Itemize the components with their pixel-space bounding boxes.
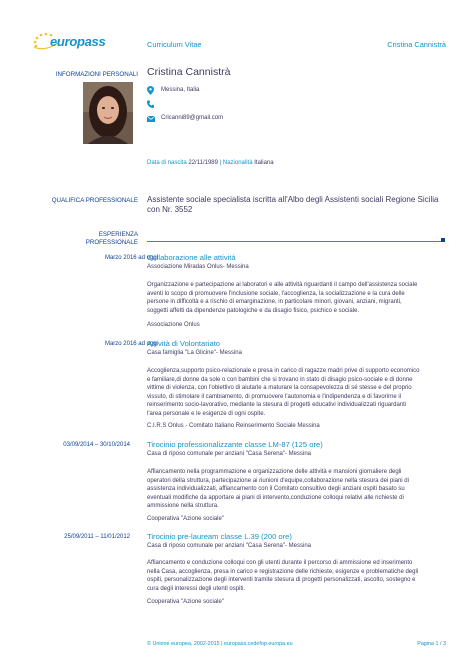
birth-date-label: Data di nascita bbox=[147, 160, 187, 166]
experience-sector: Cooperativa "Azione sociale" bbox=[147, 599, 224, 605]
experience-title: Tirocinio professionalizzante classe LM-87 (125 ore) bbox=[147, 440, 323, 449]
experience-employer: Casa famiglia "La Glicine"- Messina bbox=[147, 350, 242, 356]
experience-line: operatori della struttura, partecipazione ai riunioni d'equipe,collaborazione nella stesura dei piani di bbox=[147, 477, 409, 484]
experience-sector: Associazione Onlus bbox=[147, 322, 200, 328]
experience-line: ospiti, personalizzazione degli interventi tramite stesura di progetti personalizzati, ascolto, sostegno e bbox=[147, 577, 416, 584]
header-person-name: Cristina Cannistrà bbox=[387, 40, 446, 49]
section-label-experience bbox=[86, 231, 138, 247]
section-divider bbox=[147, 241, 445, 242]
experience-dates: Marzo 2016 ad oggi bbox=[104, 255, 158, 261]
experience-line: persone in difficoltà e a rischio di emarginazione, in particolare minori, giovani, anziani, migranti, bbox=[147, 299, 402, 306]
experience-line: Affiancamento nella programmazione e organizzazione delle attività e mansioni giornaliere degli bbox=[147, 469, 402, 475]
section-label-qualifica: QUALIFICA PROFESSIONALE bbox=[51, 197, 138, 204]
experience-title: Collaborazione alle attività bbox=[147, 253, 236, 262]
email-icon bbox=[147, 116, 155, 122]
experience-line: l'area personale e le esigenze di ogni ospite. bbox=[147, 410, 266, 417]
experience-description bbox=[147, 281, 447, 315]
location-pin-icon bbox=[147, 86, 154, 95]
footer-page-number: Pagina 1 / 3 bbox=[417, 641, 446, 647]
experience-line: reinserimento socio-lavorativo, mediante la stesura di progetti educativi individualizzati riguardanti bbox=[147, 402, 407, 409]
footer-copyright: © Unione europea, 2002-2015 | europass.cedefop.europa.eu bbox=[147, 641, 293, 647]
doc-type-label: Curriculum Vitae bbox=[147, 40, 202, 49]
experience-description bbox=[147, 559, 447, 593]
experience-line: Organizzazione e partecipazione ai laboratori e alle attività riguardanti il campo dell'assistenza sociale bbox=[147, 282, 418, 288]
experience-line: vissuto, di stimolare il cambiamento, di promuovere l'autonomia e l'indipendenza e di favorirne il bbox=[147, 393, 402, 400]
experience-line: soggetti affetti da dipendenze patologiche e da disagio fisico, psichico e sociale. bbox=[147, 307, 360, 314]
experience-employer: Casa di riposo comunale per anziani "Casa Serena"- Messina bbox=[147, 543, 312, 549]
experience-line: cura degli interessi degli utenti ospiti. bbox=[147, 585, 246, 592]
experience-sector: C.I.R.S Onlus - Comitato Italiano Reinserimento Sociale Messina bbox=[147, 423, 320, 429]
section-divider-square bbox=[441, 238, 445, 242]
experience-title: Tirocinio pre-lauream classe L.39 (200 ore) bbox=[147, 532, 292, 541]
nationality: Italiana bbox=[254, 160, 274, 166]
experience-line: Accoglienza,supporto psico-relazionale e presa in carico di ragazze madri prive di supporto economico bbox=[147, 368, 420, 374]
experience-dates: Marzo 2016 ad oggi bbox=[104, 341, 158, 347]
experience-line: eventuali modifiche da apportare ai piani di intervento,conduzione colloqui relativi alle richieste di bbox=[147, 494, 404, 501]
nationality-label: Nazionalità bbox=[222, 160, 253, 166]
email-link[interactable]: Cricanni89@gmail.com bbox=[161, 115, 224, 121]
experience-dates: 25/09/2011 – 11/01/2012 bbox=[64, 534, 130, 540]
experience-line: e familiare,di donne da sole o con bambini che si trovano in stato di disagio psico-sociale e di donne bbox=[147, 376, 413, 383]
experience-employer: Casa di riposo comunale per anziani "Casa Serena"- Messina bbox=[147, 451, 312, 457]
birth-date: 22/11/1989 bbox=[188, 160, 218, 166]
europass-logo-text: europass bbox=[50, 34, 106, 49]
experience-title: Attività di Volontariato bbox=[147, 339, 221, 348]
section-label-experience-line2: PROFESSIONALE bbox=[85, 239, 138, 246]
birth-nationality-row bbox=[147, 159, 274, 168]
experience-line: ammissione nella struttura. bbox=[147, 503, 219, 510]
separator: | bbox=[219, 160, 222, 166]
qualifica-text: Assistente sociale specialista iscritta all'Albo degli Assistenti sociali Regione Sicilia con Nr. 3552 bbox=[147, 195, 439, 215]
experience-description bbox=[147, 367, 447, 419]
experience-line: assistenza individualizzati, affiancamento con il Comitato consultivo degli anziani ospiti basato su bbox=[147, 486, 405, 493]
experience-sector: Cooperativa "Azione sociale" bbox=[147, 516, 224, 522]
experience-dates: 03/09/2014 – 30/10/2014 bbox=[63, 442, 130, 448]
experience-description bbox=[147, 468, 447, 511]
section-label-personal: INFORMAZIONI PERSONALI bbox=[55, 71, 138, 78]
europass-logo bbox=[32, 30, 106, 52]
experience-line: Affiancamento e conduzione colloqui con gli utenti durante il percorso di ammissione ed inserimento bbox=[147, 560, 413, 566]
experience-line: aventi lo scopo di promuovere l'inclusione sociale, l'accoglienza, la socializzazione e la cura delle bbox=[147, 290, 405, 297]
person-name: Cristina Cannistrà bbox=[147, 66, 231, 78]
phone-row bbox=[147, 100, 154, 108]
phone-icon bbox=[147, 100, 154, 108]
experience-employer: Associazione Miradas Onlus- Messina bbox=[147, 264, 249, 270]
location-text: Messina, Italia bbox=[161, 87, 200, 93]
experience-line: nella Casa, accoglienza, presa in carico e registrazione delle richieste, esigenze e problematiche degli bbox=[147, 568, 419, 575]
experience-line: vittime di violenza, con l'obiettivo di aiutarle a maturare la consapevolezza di sé stesse e del proprio bbox=[147, 385, 412, 392]
profile-photo bbox=[83, 82, 133, 144]
section-label-experience-line1: ESPERIENZA bbox=[98, 231, 138, 238]
